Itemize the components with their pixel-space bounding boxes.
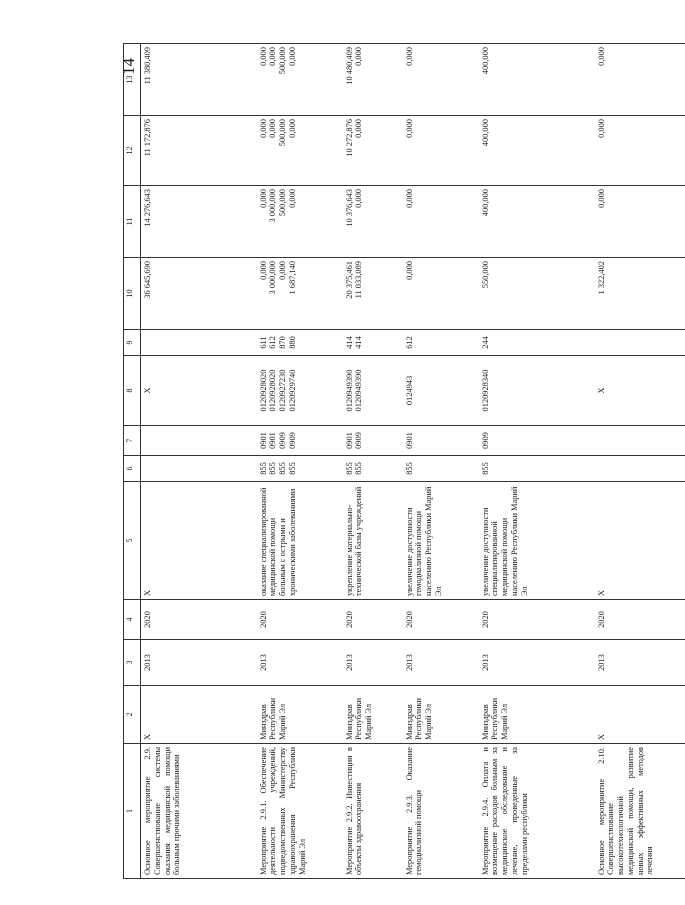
cell-value: Х xyxy=(596,387,606,394)
cell-value: 855 xyxy=(278,462,287,475)
cell-value: 14 276,643 xyxy=(143,189,152,227)
cell-value: 0124943 xyxy=(404,375,414,406)
cell-col-8 xyxy=(343,356,403,426)
cell-col-13 xyxy=(403,44,479,116)
cell-value: 0,000 xyxy=(404,261,414,280)
cell-col-6 xyxy=(257,456,343,482)
cell-value: 10 480,409 xyxy=(344,47,354,85)
cell-col-11 xyxy=(257,186,343,258)
cell-col-2: Х xyxy=(595,686,685,744)
cell-value: 1 687,140 xyxy=(287,261,297,295)
cell-value: 0,000 xyxy=(268,47,278,66)
cell-col-11 xyxy=(595,186,685,258)
cell-col-2: Минздрав Республики Марий Эл xyxy=(257,686,343,744)
cell-col-4: 2020 xyxy=(479,600,595,640)
cell-value: 500,000 xyxy=(278,189,287,217)
cell-col-8 xyxy=(141,356,257,426)
cell-col-4: 2020 xyxy=(595,600,685,640)
cell-col-6 xyxy=(479,456,595,482)
cell-col-10 xyxy=(343,258,403,330)
cell-col-10 xyxy=(479,258,595,330)
cell-value: 0,000 xyxy=(258,47,268,66)
cell-col-12 xyxy=(343,116,403,186)
cell-value: 870 xyxy=(278,336,287,349)
page-number: 14 xyxy=(119,58,138,75)
cell-value: 611 xyxy=(258,336,268,349)
cell-col-6 xyxy=(141,456,257,482)
cell-col-5: увеличение доступности гемодиализной помощи населению Республики Марий Эл xyxy=(403,482,479,600)
cell-col-7 xyxy=(403,426,479,456)
cell-col-10 xyxy=(595,258,685,330)
cell-col-12 xyxy=(403,116,479,186)
column-header-12: 12 xyxy=(124,116,141,186)
cell-value: 550,000 xyxy=(480,261,490,289)
cell-col-12 xyxy=(479,116,595,186)
cell-value: 0,000 xyxy=(354,47,364,66)
cell-value: 0,000 xyxy=(268,119,278,138)
cell-col-4: 2020 xyxy=(257,600,343,640)
cell-value: 855 xyxy=(404,462,414,475)
cell-col-2: Минздрав Республики Марий Эл xyxy=(343,686,403,744)
cell-col-7 xyxy=(595,426,685,456)
cell-value: 880 xyxy=(287,336,297,349)
cell-value: 0,000 xyxy=(404,119,414,138)
cell-value: 0,000 xyxy=(287,189,297,208)
cell-value: 11 380,409 xyxy=(143,47,152,85)
cell-value: 0,000 xyxy=(354,189,364,208)
cell-value: 0,000 xyxy=(258,189,268,208)
cell-col-13 xyxy=(595,44,685,116)
cell-col-4: 2020 xyxy=(343,600,403,640)
cell-col-8 xyxy=(257,356,343,426)
cell-col-13 xyxy=(343,44,403,116)
cell-value: 855 xyxy=(287,462,297,475)
cell-value: 0120949390 xyxy=(354,369,364,412)
cell-col-6 xyxy=(403,456,479,482)
cell-value: 0901 xyxy=(268,432,278,449)
cell-value: 3 000,000 xyxy=(268,261,278,295)
cell-col-9 xyxy=(343,330,403,356)
cell-value: 20 375,461 xyxy=(344,261,354,299)
table-row xyxy=(479,44,595,879)
cell-col-2: Х xyxy=(141,686,257,744)
cell-col-5: Х xyxy=(595,482,685,600)
column-header-4: 4 xyxy=(124,600,141,640)
cell-col-12 xyxy=(595,116,685,186)
cell-value: 500,000 xyxy=(278,47,287,75)
cell-value: 0901 xyxy=(344,432,354,449)
cell-col-6 xyxy=(343,456,403,482)
cell-col-13 xyxy=(479,44,595,116)
cell-col-7 xyxy=(479,426,595,456)
cell-col-1: Основное мероприятие 2.9. Совершенствование системы оказания медицинской помощи больным прочими заболеваниями xyxy=(141,744,257,879)
column-header-11: 11 xyxy=(124,186,141,258)
cell-col-9 xyxy=(595,330,685,356)
cell-col-5: Х xyxy=(141,482,257,600)
cell-value: 10 376,643 xyxy=(344,189,354,227)
cell-value: 0120929740 xyxy=(287,369,297,412)
cell-col-3: 2013 xyxy=(403,640,479,686)
cell-value: 3 000,000 xyxy=(268,189,278,223)
cell-value: 0,000 xyxy=(278,261,287,280)
cell-col-5: увеличение доступности специализированной медицинской помощи населению Республики Марий Эл xyxy=(479,482,595,600)
cell-col-5: укрепление материально-технической базы учреждений xyxy=(343,482,403,600)
cell-col-1: Мероприятие 2.9.3. Оказание гемодиализной помощи xyxy=(403,744,479,879)
column-header-10: 10 xyxy=(124,258,141,330)
cell-col-12 xyxy=(257,116,343,186)
cell-col-7 xyxy=(343,426,403,456)
cell-col-1: Мероприятие 2.9.1. Обеспечение деятельности учреждений, подведомственных Министерству здравоохранения Республики Марий Эл xyxy=(257,744,343,879)
rotated-page xyxy=(119,44,655,879)
cell-value: Х xyxy=(143,387,152,394)
cell-value: 414 xyxy=(354,336,364,349)
cell-col-3: 2013 xyxy=(343,640,403,686)
cell-col-4: 2020 xyxy=(141,600,257,640)
cell-value: 0,000 xyxy=(354,119,364,138)
table-row xyxy=(343,44,403,879)
cell-value: 0909 xyxy=(480,432,490,449)
cell-value: 500,000 xyxy=(278,119,287,147)
cell-value: 400,000 xyxy=(480,47,490,75)
cell-col-4: 2020 xyxy=(403,600,479,640)
cell-col-3: 2013 xyxy=(257,640,343,686)
cell-col-13 xyxy=(141,44,257,116)
cell-col-1: Мероприятие 2.9.4. Оплата и возмещение расходов больным за медицинское обследование и лечение, проведенные за пределами республики xyxy=(479,744,595,879)
cell-value: 36 645,690 xyxy=(143,261,152,299)
cell-value: 11 033,089 xyxy=(354,261,364,299)
cell-value: 11 172,876 xyxy=(143,119,152,157)
cell-value: 855 xyxy=(480,462,490,475)
cell-value: 0,000 xyxy=(596,189,606,208)
table-row xyxy=(595,44,685,879)
cell-value: 0,000 xyxy=(404,47,414,66)
cell-value: 0,000 xyxy=(258,119,268,138)
cell-col-13 xyxy=(257,44,343,116)
cell-value: 0901 xyxy=(258,432,268,449)
column-header-8: 8 xyxy=(124,356,141,426)
cell-col-3: 2013 xyxy=(141,640,257,686)
cell-value: 855 xyxy=(354,462,364,475)
column-header-1: 1 xyxy=(124,744,141,879)
cell-value: 10 272,876 xyxy=(344,119,354,157)
column-header-9: 9 xyxy=(124,330,141,356)
column-header-7: 7 xyxy=(124,426,141,456)
column-header-3: 3 xyxy=(124,640,141,686)
cell-value: 0,000 xyxy=(596,47,606,66)
cell-value: 0901 xyxy=(404,432,414,449)
cell-value: 855 xyxy=(344,462,354,475)
cell-value: 612 xyxy=(268,336,278,349)
cell-value: 0,000 xyxy=(258,261,268,280)
cell-value: 0909 xyxy=(278,432,287,449)
cell-col-10 xyxy=(257,258,343,330)
cell-value: 0909 xyxy=(287,432,297,449)
cell-value: 0,000 xyxy=(596,119,606,138)
cell-col-11 xyxy=(403,186,479,258)
cell-col-11 xyxy=(479,186,595,258)
cell-col-7 xyxy=(257,426,343,456)
cell-value: 855 xyxy=(268,462,278,475)
cell-col-5: оказание специализированной медицинской помощи больным с острыми и хроническими заболеваниями xyxy=(257,482,343,600)
column-header-2: 2 xyxy=(124,686,141,744)
cell-col-11 xyxy=(343,186,403,258)
cell-value: 0,000 xyxy=(287,119,297,138)
column-number-row xyxy=(124,44,141,879)
cell-col-9 xyxy=(141,330,257,356)
column-header-5: 5 xyxy=(124,482,141,600)
cell-value: 400,000 xyxy=(480,119,490,147)
cell-col-7 xyxy=(141,426,257,456)
table-row xyxy=(141,44,257,879)
cell-col-12 xyxy=(141,116,257,186)
cell-value: 855 xyxy=(258,462,268,475)
cell-value: 612 xyxy=(404,336,414,349)
cell-col-11 xyxy=(141,186,257,258)
cell-value: 0120928340 xyxy=(480,369,490,412)
cell-col-8 xyxy=(595,356,685,426)
cell-col-6 xyxy=(595,456,685,482)
cell-col-2: Минздрав Республики Марий Эл xyxy=(403,686,479,744)
cell-value: 0,000 xyxy=(287,47,297,66)
cell-value: 1 322,402 xyxy=(596,261,606,295)
cell-col-2: Минздрав Республики Марий Эл xyxy=(479,686,595,744)
cell-value: 244 xyxy=(480,336,490,349)
cell-value: 414 xyxy=(344,336,354,349)
budget-table xyxy=(123,43,685,879)
cell-col-1: Основное мероприятие 2.10. Совершенствование высокотехнологичной медицинской помощи, развитие новых эффективных методов лечения xyxy=(595,744,685,879)
cell-col-9 xyxy=(257,330,343,356)
cell-value: 0120927230 xyxy=(278,369,287,412)
column-header-6: 6 xyxy=(124,456,141,482)
cell-value: 0120928020 xyxy=(268,369,278,412)
cell-value: 0909 xyxy=(354,432,364,449)
cell-col-10 xyxy=(141,258,257,330)
cell-col-8 xyxy=(479,356,595,426)
cell-col-10 xyxy=(403,258,479,330)
cell-col-9 xyxy=(403,330,479,356)
cell-value: 400,000 xyxy=(480,189,490,217)
cell-value: 0,000 xyxy=(404,189,414,208)
cell-value: 0120949390 xyxy=(344,369,354,412)
cell-col-3: 2013 xyxy=(595,640,685,686)
cell-col-1: Мероприятие 2.9.2. Инвестиции в объекты здравоохранения xyxy=(343,744,403,879)
table-row xyxy=(403,44,479,879)
cell-col-3: 2013 xyxy=(479,640,595,686)
column-header-13: 13 xyxy=(124,44,141,116)
cell-col-9 xyxy=(479,330,595,356)
table-row xyxy=(257,44,343,879)
cell-col-8 xyxy=(403,356,479,426)
cell-value: 0120928020 xyxy=(258,369,268,412)
